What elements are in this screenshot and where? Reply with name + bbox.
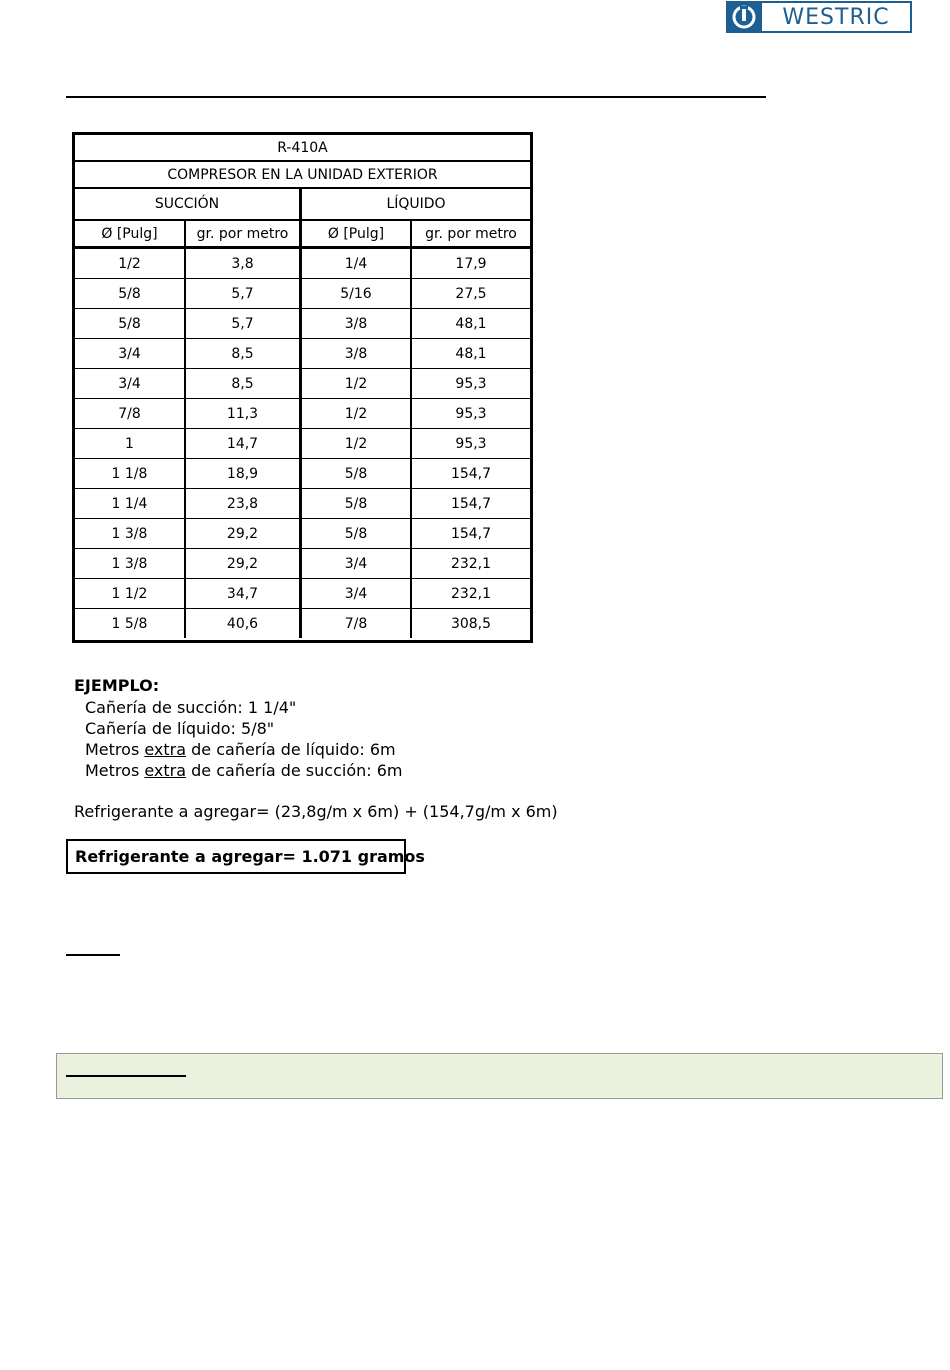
table-cell: 48,1 [412,339,530,369]
table-cell: 1 3/8 [75,519,186,549]
table-cell: 154,7 [412,489,530,519]
table-cell: 3,8 [186,249,302,279]
table-cell: 1 5/8 [75,609,186,638]
example-line: Cañería de succión: 1 1/4" [85,698,297,717]
table-row [75,459,530,489]
table-cell: 27,5 [412,279,530,309]
section-liquid: LÍQUIDO [302,189,530,221]
table-cell: 154,7 [412,459,530,489]
table-cell: 8,5 [186,339,302,369]
table-row [75,399,530,429]
table-subtitle: COMPRESOR EN LA UNIDAD EXTERIOR [75,162,530,189]
table-cell: 1/2 [75,249,186,279]
table-cell: 11,3 [186,399,302,429]
table-cell: 5,7 [186,279,302,309]
col-header: gr. por metro [412,221,530,249]
table-cell: 95,3 [412,369,530,399]
table-cell: 18,9 [186,459,302,489]
table-title: R-410A [75,135,530,162]
table-cell: 8,5 [186,369,302,399]
table-cell: 5/8 [302,459,412,489]
table-row [75,369,530,399]
header-rule [66,96,766,98]
table-cell: 1 1/2 [75,579,186,609]
table-row [75,309,530,339]
table-cell: 14,7 [186,429,302,459]
table-cell: 29,2 [186,519,302,549]
table-cell: 1 [75,429,186,459]
table-cell: 1 1/8 [75,459,186,489]
table-cell: 3/8 [302,309,412,339]
table-row [75,249,530,279]
table-cell: 1 3/8 [75,549,186,579]
logo-wordmark: WESTRIC [762,1,912,33]
table-cell: 3/4 [75,369,186,399]
table-cell: 48,1 [412,309,530,339]
short-rule [66,954,120,956]
table-cell: 1/2 [302,399,412,429]
table-cell: 308,5 [450,615,492,632]
table-cell: 232,1 [412,579,530,609]
example-line [85,761,403,780]
col-header: gr. por metro [186,221,302,249]
table-cell: 5/8 [302,489,412,519]
table-cell: 1 1/4 [75,489,186,519]
table-row [75,549,530,579]
table-row [75,489,530,519]
table-cell: 95,3 [412,399,530,429]
col-header: Ø [Pulg] [75,221,186,249]
table-cell: 5/8 [75,309,186,339]
table-cell: 17,9 [412,249,530,279]
table-cell: 3/4 [75,339,186,369]
table-row [75,279,530,309]
example-text: de cañería de líquido: 6m [186,740,396,759]
table-cell: 5/8 [75,279,186,309]
example-line: Cañería de líquido: 5/8" [85,719,275,738]
table-cell: 23,8 [186,489,302,519]
example-line [85,740,396,759]
example-text: de cañería de succión: 6m [186,761,403,780]
table-cell: 40,6 [186,609,302,638]
power-icon [726,1,762,33]
table-cell: 7/8 [302,609,412,638]
note-heading-rule [66,1075,186,1077]
table-cell: 34,7 [186,579,302,609]
note-box [56,1053,943,1099]
table-row [75,429,530,459]
table-cell: 7/8 [75,399,186,429]
table-row [75,609,530,638]
table-row [75,579,530,609]
table-cell: 95,3 [412,429,530,459]
table-row [75,339,530,369]
table-cell: 3/4 [302,579,412,609]
example-text: Metros [85,761,145,780]
table-cell: 154,7 [412,519,530,549]
table-cell: 29,2 [186,549,302,579]
section-suction: SUCCIÓN [75,189,302,221]
col-header: Ø [Pulg] [302,221,412,249]
table-cell: 1/2 [302,369,412,399]
table-row [75,519,530,549]
example-emphasis: extra [144,740,187,759]
refrigerant-table [72,132,533,643]
table-cell: 1/4 [302,249,412,279]
table-cell: 1/2 [302,429,412,459]
table-cell: 3/8 [302,339,412,369]
table-cell: 232,1 [412,549,530,579]
example-emphasis: extra [144,761,187,780]
table-cell: 5,7 [186,309,302,339]
example-title: EJEMPLO: [74,676,160,695]
westric-logo [726,1,912,33]
result-box: Refrigerante a agregar= 1.071 gramos [66,839,406,874]
table-cell: 5/8 [302,519,412,549]
formula: Refrigerante a agregar= (23,8g/m x 6m) + (154,7g/m x 6m) [74,802,558,821]
example-text: Metros [85,740,145,759]
table-cell: 5/16 [302,279,412,309]
table-cell: 3/4 [302,549,412,579]
